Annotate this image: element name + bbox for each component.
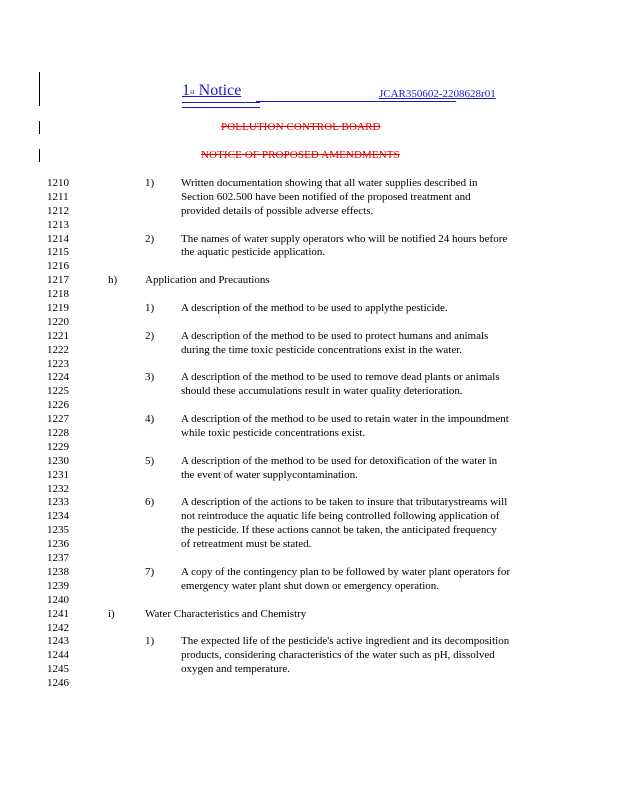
item-text: oxygen and temperature. xyxy=(181,663,291,676)
line-number: 1231 xyxy=(47,468,69,481)
line-number: 1230 xyxy=(47,454,69,467)
line-number: 1222 xyxy=(47,343,69,356)
line-number: 1228 xyxy=(47,427,69,440)
line-number: 1244 xyxy=(47,649,69,662)
line-number: 1223 xyxy=(47,357,69,370)
document-line xyxy=(0,455,618,469)
line-number: 1213 xyxy=(47,218,69,231)
document-line xyxy=(0,580,618,594)
line-number: 1214 xyxy=(47,232,69,245)
header-rule xyxy=(256,101,456,102)
line-number: 1245 xyxy=(47,663,69,676)
line-number: 1219 xyxy=(47,302,69,315)
line-number: 1210 xyxy=(47,177,69,189)
document-line xyxy=(0,399,618,413)
document-line xyxy=(0,510,618,524)
board-title: POLLUTION CONTROL BOARD xyxy=(221,121,381,133)
document-line xyxy=(0,441,618,455)
item-text: the aquatic pesticide application. xyxy=(181,246,326,259)
revision-header xyxy=(182,82,522,112)
document-line xyxy=(0,427,618,441)
line-number: 1227 xyxy=(47,413,69,426)
document-line xyxy=(0,483,618,497)
document-line xyxy=(0,608,618,622)
document-line xyxy=(0,288,618,302)
item-text: A description of the method to be used to protect humans and animals xyxy=(181,329,489,342)
document-line xyxy=(0,469,618,483)
item-text: while toxic pesticide concentrations exist. xyxy=(181,427,366,440)
item-text: the pesticide. If these actions cannot be taken, the anticipated frequency xyxy=(181,524,497,537)
notice-title: NOTICE OF PROPOSED AMENDMENTS xyxy=(201,149,400,161)
document-line xyxy=(0,233,618,247)
line-number: 1221 xyxy=(47,329,69,342)
item-text: A description of the method to be used to retain water in the impoundment xyxy=(181,413,509,426)
item-text: not reintroduce the aquatic life being controlled following application of xyxy=(181,510,500,523)
item-text: during the time toxic pesticide concentrations exist in the water. xyxy=(181,343,463,356)
line-number: 1229 xyxy=(47,440,69,453)
document-line xyxy=(0,191,618,205)
item-label: i) xyxy=(108,607,115,620)
item-label: 7) xyxy=(145,565,155,578)
line-number: 1220 xyxy=(47,315,69,328)
item-label: 2) xyxy=(145,232,155,245)
line-number: 1235 xyxy=(47,524,69,537)
document-line xyxy=(0,330,618,344)
item-label: 5) xyxy=(145,454,155,467)
document-line xyxy=(0,594,618,608)
section-heading: Water Characteristics and Chemistry xyxy=(145,607,307,620)
line-number: 1246 xyxy=(47,677,69,690)
line-number: 1234 xyxy=(47,510,69,523)
line-number: 1239 xyxy=(47,579,69,592)
item-text: should these accumulations result in water quality deterioration. xyxy=(181,385,463,398)
item-text: the event of water supplycontamination. xyxy=(181,468,358,481)
change-bar-notice-title xyxy=(39,149,40,162)
document-line xyxy=(0,496,618,510)
document-line xyxy=(0,649,618,663)
line-number: 1215 xyxy=(47,246,69,259)
item-text: Written documentation showing that all water supplies described in xyxy=(181,177,478,189)
document-line xyxy=(0,260,618,274)
line-number: 1243 xyxy=(47,635,69,648)
line-number: 1236 xyxy=(47,538,69,551)
item-text: of retreatment must be stated. xyxy=(181,538,312,551)
item-text: A description of the method to be used to applythe pesticide. xyxy=(181,302,448,315)
item-text: Section 602.500 have been notified of the proposed treatment and xyxy=(181,190,471,203)
item-label: 3) xyxy=(145,371,155,384)
line-number: 1212 xyxy=(47,204,69,217)
line-number: 1240 xyxy=(47,593,69,606)
notice-label: Notice xyxy=(198,82,242,99)
document-line xyxy=(0,385,618,399)
item-text: The expected life of the pesticide's active ingredient and its decomposition xyxy=(181,635,510,648)
first-number: 1 xyxy=(182,82,190,99)
jcar-code: JCAR350602-2208628r01 xyxy=(379,88,496,100)
line-number: 1238 xyxy=(47,565,69,578)
change-bar-board-title xyxy=(39,121,40,134)
section-heading: Application and Precautions xyxy=(145,274,270,287)
document-line xyxy=(0,371,618,385)
item-label: 1) xyxy=(145,635,155,648)
notice-heading xyxy=(182,82,241,100)
item-text: products, considering characteristics of the water such as pH, dissolved xyxy=(181,649,495,662)
line-number: 1226 xyxy=(47,399,69,412)
item-text: A description of the method to be used for detoxification of the water in xyxy=(181,454,498,467)
document-line xyxy=(0,552,618,566)
document-line xyxy=(0,538,618,552)
line-number: 1225 xyxy=(47,385,69,398)
item-text: provided details of possible adverse effects. xyxy=(181,204,374,217)
line-number: 1242 xyxy=(47,621,69,634)
double-underline xyxy=(182,102,260,108)
line-number: 1241 xyxy=(47,607,69,620)
item-text: The names of water supply operators who will be notified 24 hours before xyxy=(181,232,508,245)
document-line xyxy=(0,246,618,260)
document-line xyxy=(0,219,618,233)
change-bar-header xyxy=(39,72,40,106)
item-label: 2) xyxy=(145,329,155,342)
document-line xyxy=(0,205,618,219)
item-label: 6) xyxy=(145,496,155,509)
line-number: 1218 xyxy=(47,288,69,301)
numbered-lines xyxy=(0,177,618,691)
document-line xyxy=(0,177,618,191)
document-line xyxy=(0,635,618,649)
item-text: A description of the method to be used to remove dead plants or animals xyxy=(181,371,500,384)
document-line xyxy=(0,316,618,330)
line-number: 1233 xyxy=(47,496,69,509)
document-line xyxy=(0,413,618,427)
item-text: A description of the actions to be taken to insure that tributarystreams will xyxy=(181,496,508,509)
document-line xyxy=(0,344,618,358)
item-text: emergency water plant shut down or emergency operation. xyxy=(181,579,440,592)
item-label: 4) xyxy=(145,413,155,426)
document-line xyxy=(0,524,618,538)
line-number: 1211 xyxy=(47,190,69,203)
document-line xyxy=(0,274,618,288)
line-number: 1217 xyxy=(47,274,69,287)
document-line xyxy=(0,663,618,677)
document-line xyxy=(0,677,618,691)
document-line xyxy=(0,622,618,636)
line-number: 1224 xyxy=(47,371,69,384)
document-line xyxy=(0,302,618,316)
document-line xyxy=(0,358,618,372)
item-text: A copy of the contingency plan to be followed by water plant operators for xyxy=(181,565,510,578)
line-number: 1216 xyxy=(47,260,69,273)
document-line xyxy=(0,566,618,580)
item-label: 1) xyxy=(145,302,155,315)
item-label: h) xyxy=(108,274,118,287)
line-number: 1237 xyxy=(47,552,69,565)
first-superscript: st xyxy=(190,88,195,96)
item-label: 1) xyxy=(145,177,155,189)
line-number: 1232 xyxy=(47,482,69,495)
